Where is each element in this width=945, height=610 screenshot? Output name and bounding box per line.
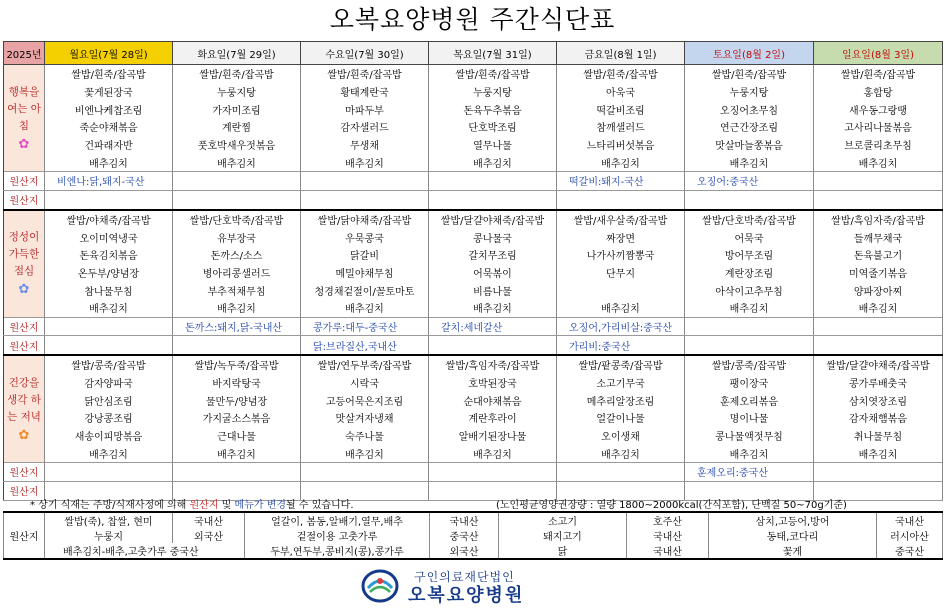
menu-item: 배추김치 [301, 153, 429, 171]
day-header: 금요일(8월 1일) [557, 42, 685, 65]
menu-item: 삼치엿장조림 [814, 391, 943, 409]
menu-item: 배추김치 [173, 299, 301, 317]
menu-item: 돈육김치볶음 [45, 246, 173, 264]
origin-summary-cell: 얼갈이, 봄동,알배기,열무,배추 [245, 512, 430, 528]
origin-value: 닭:브라질산,국내산 [301, 336, 429, 355]
origin-summary-cell: 외국산 [173, 528, 245, 543]
hospital-logo [356, 566, 566, 606]
menu-item: 새송이피망볶음 [45, 427, 173, 445]
menu-item: 쌀밥/달걀야채죽/잡곡밥 [429, 210, 557, 229]
origin-value [429, 463, 557, 482]
origin-value [45, 190, 173, 209]
origin-value [173, 172, 301, 191]
meal-label-text: 행복을 여는 아침 [7, 85, 41, 132]
menu-item: 배추김치 [45, 153, 173, 171]
menu-item: 부추적채무침 [173, 281, 301, 299]
menu-item: 짜장면 [557, 228, 685, 246]
menu-item [557, 281, 685, 299]
menu-item: 마파두부 [301, 100, 429, 118]
menu-item: 꽃게된장국 [45, 83, 173, 101]
menu-item: 단호박조림 [429, 118, 557, 136]
origin-value [45, 336, 173, 355]
menu-row [4, 355, 943, 374]
origin-value [814, 190, 943, 209]
menu-item: 취나물무침 [814, 427, 943, 445]
origin-label: 원산지 [4, 463, 45, 482]
menu-item: 콩나물국 [429, 228, 557, 246]
notice-menu-change: 메뉴가 변경 [234, 500, 287, 511]
menu-item: 알배기된장나물 [429, 427, 557, 445]
menu-item: 호박된장국 [429, 374, 557, 392]
origin-label: 원산지 [4, 481, 45, 500]
menu-item: 얼갈이나물 [557, 409, 685, 427]
menu-row [4, 65, 943, 83]
menu-row [4, 427, 943, 445]
menu-item: 맛살겨자냉채 [301, 409, 429, 427]
menu-item: 배추김치 [557, 299, 685, 317]
menu-item: 들깨무채국 [814, 228, 943, 246]
notice-origin-word: 원산지 [189, 500, 219, 511]
pink-flower-icon: ✿ [18, 136, 30, 152]
origin-summary-cell: 러시아산 [877, 528, 943, 543]
menu-item: 돈육두추볶음 [429, 100, 557, 118]
menu-item: 연근간장조림 [685, 118, 814, 136]
menu-item: 메밀야채무침 [301, 264, 429, 282]
menu-item: 쌀밥/팥콩죽/잡곡밥 [557, 355, 685, 374]
menu-item: 쌀밥/콩죽/잡곡밥 [45, 355, 173, 374]
origin-row [4, 336, 943, 355]
menu-item: 방어무조림 [685, 246, 814, 264]
menu-row [4, 118, 943, 136]
origin-summary-row [4, 512, 943, 528]
menu-item: 쌀밥/흰죽/잡곡밥 [45, 65, 173, 83]
menu-item: 쌀밥/달걀야채죽/잡곡밥 [814, 355, 943, 374]
orange-flower-icon: ✿ [18, 427, 30, 443]
origin-summary-cell: 소고기 [499, 512, 627, 528]
menu-item: 병아리콩샐러드 [173, 264, 301, 282]
menu-row [4, 246, 943, 264]
menu-item: 배추김치 [45, 444, 173, 462]
menu-item: 쌀밥/콩죽/잡곡밥 [685, 355, 814, 374]
menu-item: 배추김치 [301, 444, 429, 462]
menu-item: 배추김치 [557, 444, 685, 462]
menu-item: 오징어초무침 [685, 100, 814, 118]
menu-item: 배추김치 [814, 299, 943, 317]
menu-item: 배추김치 [685, 444, 814, 462]
meal-label [4, 355, 45, 463]
menu-item: 쌀밥/야채죽/잡곡밥 [45, 210, 173, 229]
meal-label [4, 210, 45, 318]
menu-item: 쌀밥/닭야채죽/잡곡밥 [301, 210, 429, 229]
origin-value [173, 336, 301, 355]
menu-item: 맛살마늘쫑볶음 [685, 136, 814, 154]
origin-summary-cell: 중국산 [430, 528, 499, 543]
logo-emblem-icon [360, 568, 400, 604]
origin-value [557, 190, 685, 209]
menu-item: 갈치무조림 [429, 246, 557, 264]
origin-value [814, 172, 943, 191]
day-header: 토요일(8월 2일) [685, 42, 814, 65]
origin-value [814, 463, 943, 482]
menu-item: 미역줄기볶음 [814, 264, 943, 282]
menu-item: 참깨샐러드 [557, 118, 685, 136]
origin-value [45, 463, 173, 482]
origin-value [301, 463, 429, 482]
menu-item: 쌀밥/새우살죽/잡곡밥 [557, 210, 685, 229]
origin-summary-cell: 배추김치-배추,고춧가루 중국산 [45, 543, 245, 559]
origin-value [557, 463, 685, 482]
origin-summary-cell: 꽃게 [709, 543, 877, 559]
origin-value [429, 190, 557, 209]
menu-item: 죽순야채볶음 [45, 118, 173, 136]
origin-label: 원산지 [4, 190, 45, 209]
menu-item: 유부장국 [173, 228, 301, 246]
origin-value: 오징어:중국산 [685, 172, 814, 191]
menu-item: 팽이장국 [685, 374, 814, 392]
page-title: 오복요양병원 주간식단표 [329, 5, 616, 34]
origin-row [4, 172, 943, 191]
menu-item: 오이생채 [557, 427, 685, 445]
menu-item: 감자샐러드 [301, 118, 429, 136]
logo-subtitle: 구인의료재단법인 [414, 570, 515, 584]
origin-summary-cell: 국내산 [430, 512, 499, 528]
menu-item: 새우동그랑땡 [814, 100, 943, 118]
menu-item: 메추리알장조림 [557, 391, 685, 409]
menu-item: 배추김치 [173, 153, 301, 171]
day-header: 수요일(7월 30일) [301, 42, 429, 65]
menu-row [4, 409, 943, 427]
menu-item: 계란후라이 [429, 409, 557, 427]
menu-item: 닭안심조림 [45, 391, 173, 409]
origin-value [173, 463, 301, 482]
origin-summary-cell: 국내산 [627, 543, 709, 559]
menu-row [4, 228, 943, 246]
origin-value [301, 172, 429, 191]
menu-item: 풋호박새우젓볶음 [173, 136, 301, 154]
menu-item: 어묵국 [685, 228, 814, 246]
menu-item: 떡갈비조림 [557, 100, 685, 118]
menu-item: 쌀밥/흰죽/잡곡밥 [557, 65, 685, 83]
menu-item: 고사리나물볶음 [814, 118, 943, 136]
menu-item: 청경채겉절이/꼴토마토 [301, 281, 429, 299]
day-header-row [4, 42, 943, 65]
menu-item: 배추김치 [685, 153, 814, 171]
origin-summary-cell: 삼치,고등어,방어 [709, 512, 877, 528]
menu-item: 누룽지탕 [173, 83, 301, 101]
menu-row [4, 210, 943, 229]
origin-summary-cell: 동태,코다리 [709, 528, 877, 543]
menu-item: 배추김치 [685, 299, 814, 317]
menu-item: 배추김치 [301, 299, 429, 317]
menu-item: 홍합탕 [814, 83, 943, 101]
origin-value: 훈제오리:중국산 [685, 463, 814, 482]
origin-value: 떡갈비:돼지-국산 [557, 172, 685, 191]
menu-item: 느타리버섯볶음 [557, 136, 685, 154]
menu-item: 숙주나물 [301, 427, 429, 445]
menu-item: 배추김치 [814, 153, 943, 171]
origin-table [3, 511, 943, 560]
menu-item: 돈육불고기 [814, 246, 943, 264]
menu-item: 가지굴소스볶음 [173, 409, 301, 427]
menu-item: 오이미역냉국 [45, 228, 173, 246]
menu-item: 비름나물 [429, 281, 557, 299]
origin-summary-cell: 돼지고기 [499, 528, 627, 543]
menu-item: 단무지 [557, 264, 685, 282]
menu-item: 비엔나케찹조림 [45, 100, 173, 118]
meal-label-text: 정성이 가득한 점심 [8, 231, 40, 278]
menu-item: 아삭이고추무침 [685, 281, 814, 299]
menu-item: 어묵볶이 [429, 264, 557, 282]
menu-row [4, 136, 943, 154]
menu-item: 콩가루배춧국 [814, 374, 943, 392]
menu-row [4, 100, 943, 118]
menu-item: 쌀밥/단호박죽/잡곡밥 [685, 210, 814, 229]
origin-summary-cell: 겉절이용 고춧가루 [245, 528, 430, 543]
menu-item: 훈제오리볶음 [685, 391, 814, 409]
menu-item: 건파래자반 [45, 136, 173, 154]
menu-item: 감자채햄볶음 [814, 409, 943, 427]
menu-item: 고등어묵은지조림 [301, 391, 429, 409]
menu-item: 시락국 [301, 374, 429, 392]
menu-item: 우묵콩국 [301, 228, 429, 246]
menu-item: 누룽지탕 [429, 83, 557, 101]
menu-item: 강낭콩조림 [45, 409, 173, 427]
origin-value [814, 317, 943, 336]
meal-label [4, 65, 45, 172]
menu-item: 쌀밥/흰죽/잡곡밥 [173, 65, 301, 83]
menu-item: 배추김치 [557, 153, 685, 171]
menu-item: 무생채 [301, 136, 429, 154]
origin-summary-row [4, 543, 943, 559]
year-cell: 2025년 [4, 42, 45, 65]
menu-row [4, 83, 943, 101]
menu-item: 쌀밥/연두부죽/잡곡밥 [301, 355, 429, 374]
menu-row [4, 391, 943, 409]
menu-item: 쌀밥/흰죽/잡곡밥 [814, 65, 943, 83]
day-header: 월요일(7월 28일) [45, 42, 173, 65]
origin-value [45, 317, 173, 336]
menu-item: 배추김치 [45, 299, 173, 317]
origin-summary-cell: 국내산 [627, 528, 709, 543]
origin-summary-cell: 국내산 [173, 512, 245, 528]
origin-summary-label: 원산지 [4, 512, 45, 559]
menu-item: 쌀밥/단호박죽/잡곡밥 [173, 210, 301, 229]
logo-name: 오복요양병원 [408, 585, 525, 606]
origin-summary-cell: 국내산 [877, 512, 943, 528]
origin-summary-cell: 호주산 [627, 512, 709, 528]
origin-row [4, 317, 943, 336]
origin-value [685, 336, 814, 355]
origin-summary-cell: 외국산 [430, 543, 499, 559]
origin-row [4, 463, 943, 482]
menu-item: 돈까스/소스 [173, 246, 301, 264]
origin-value [301, 190, 429, 209]
menu-item: 쌀밥/녹두죽/잡곡밥 [173, 355, 301, 374]
menu-item: 쌀밥/흰죽/잡곡밥 [301, 65, 429, 83]
menu-item: 물만두/양념장 [173, 391, 301, 409]
menu-row [4, 299, 943, 317]
menu-item: 황태계란국 [301, 83, 429, 101]
menu-row [4, 444, 943, 462]
day-header: 화요일(7월 29일) [173, 42, 301, 65]
origin-summary-cell: 닭 [499, 543, 627, 559]
menu-row [4, 264, 943, 282]
origin-value [685, 190, 814, 209]
origin-value [429, 172, 557, 191]
origin-value: 갈치:세네갈산 [429, 317, 557, 336]
menu-item: 브로콜리초무침 [814, 136, 943, 154]
menu-item: 아욱국 [557, 83, 685, 101]
menu-item: 배추김치 [429, 153, 557, 171]
menu-item: 배추김치 [429, 299, 557, 317]
menu-item: 온두부/양념장 [45, 264, 173, 282]
blue-flower-icon: ✿ [18, 282, 30, 298]
menu-item: 배추김치 [814, 444, 943, 462]
menu-item: 열무나물 [429, 136, 557, 154]
origin-value: 돈까스:돼지,닭-국내산 [173, 317, 301, 336]
change-notice: * 상기 식재는 주방/식재사정에 의해 원산지 및 메뉴가 변경될 수 있습니다. [30, 500, 354, 511]
origin-value [173, 190, 301, 209]
menu-item: 감자양파국 [45, 374, 173, 392]
menu-item: 닭갈비 [301, 246, 429, 264]
menu-item: 쌀밥/흑임자죽/잡곡밥 [814, 210, 943, 229]
origin-summary-cell: 누룽지 [45, 528, 173, 543]
weekly-menu-table [3, 41, 943, 501]
origin-value [685, 317, 814, 336]
menu-item: 양파장아찌 [814, 281, 943, 299]
meal-label-text: 건강을 생각 하는 저녁 [7, 376, 41, 423]
menu-item: 나가사끼짬뽕국 [557, 246, 685, 264]
menu-item: 계란찜 [173, 118, 301, 136]
origin-value: 오징어,가리비살:중국산 [557, 317, 685, 336]
nutrition-standard: (노인평균영양권장량 : 열량 1800~2000kcal(간식포함), 단백질 50~70g기준) [496, 500, 847, 511]
menu-item: 계란장조림 [685, 264, 814, 282]
origin-value: 비엔나:닭,돼지-국산 [45, 172, 173, 191]
menu-item: 가자미조림 [173, 100, 301, 118]
menu-row [4, 153, 943, 171]
origin-row [4, 190, 943, 209]
origin-value [814, 336, 943, 355]
menu-item: 배추김치 [429, 444, 557, 462]
origin-label: 원산지 [4, 317, 45, 336]
origin-value [429, 336, 557, 355]
menu-row [4, 374, 943, 392]
origin-summary-cell: 두부,연두부,콩비지(콩),콩가루 [245, 543, 430, 559]
origin-label: 원산지 [4, 172, 45, 191]
origin-value: 가리비:중국산 [557, 336, 685, 355]
origin-summary-cell: 중국산 [877, 543, 943, 559]
menu-item: 순대야채볶음 [429, 391, 557, 409]
menu-item: 근대나물 [173, 427, 301, 445]
menu-item: 누룽지탕 [685, 83, 814, 101]
menu-item: 쌀밥/흰죽/잡곡밥 [685, 65, 814, 83]
menu-item: 콩나물액젓무침 [685, 427, 814, 445]
origin-label: 원산지 [4, 336, 45, 355]
menu-item: 명이나물 [685, 409, 814, 427]
day-header: 일요일(8월 3일) [814, 42, 943, 65]
origin-summary-row [4, 528, 943, 543]
origin-summary-cell: 쌀밥(죽), 찹쌀, 현미 [45, 512, 173, 528]
menu-item: 쌀밥/흰죽/잡곡밥 [429, 65, 557, 83]
menu-item: 배추김치 [173, 444, 301, 462]
menu-item: 바지락탕국 [173, 374, 301, 392]
menu-item: 참나물무침 [45, 281, 173, 299]
origin-value: 콩가루:대두-중국산 [301, 317, 429, 336]
menu-item: 쌀밥/흑임자죽/잡곡밥 [429, 355, 557, 374]
menu-row [4, 281, 943, 299]
day-header: 목요일(7월 31일) [429, 42, 557, 65]
menu-item: 소고기무국 [557, 374, 685, 392]
